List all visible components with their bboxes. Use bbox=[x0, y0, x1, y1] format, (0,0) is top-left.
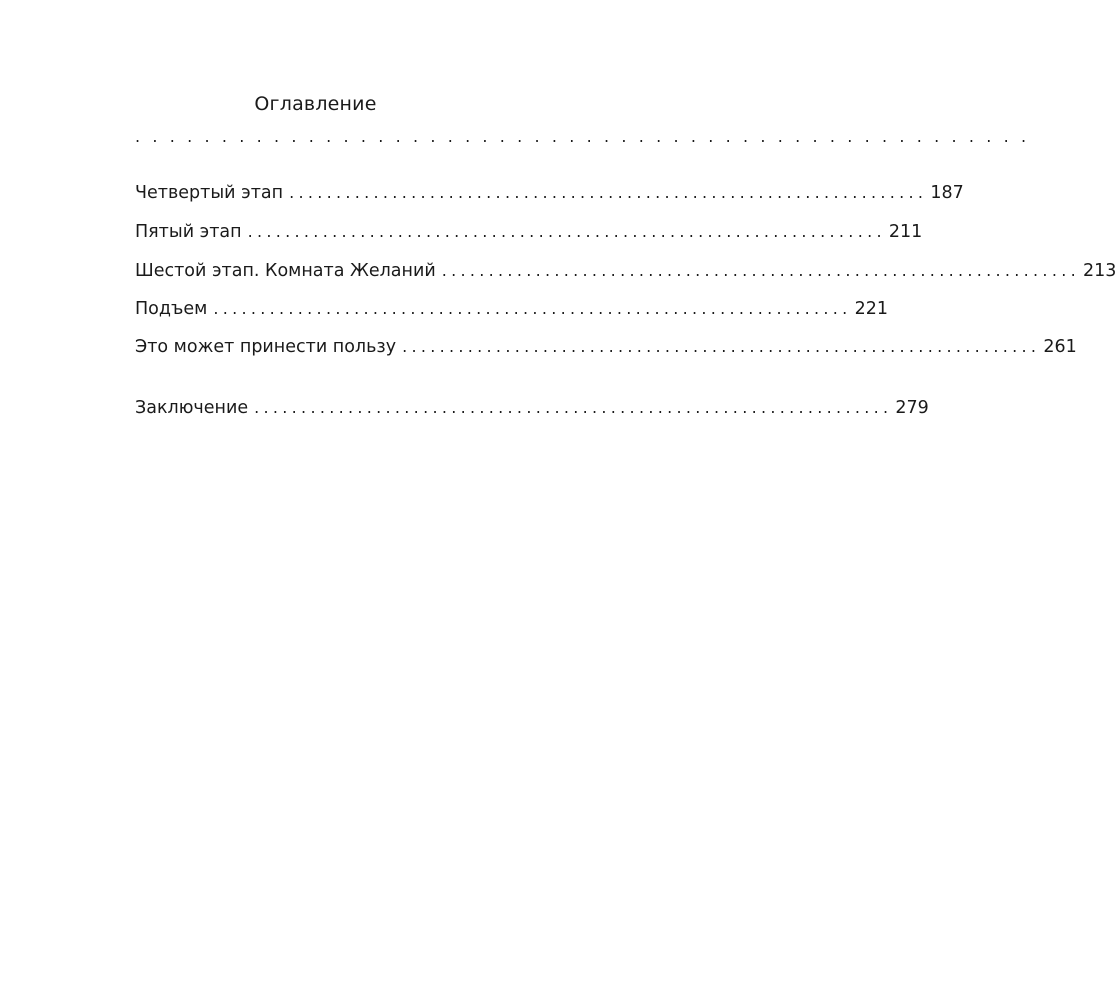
toc-page-number: 187 bbox=[930, 183, 964, 203]
title-dotted-rule: . . . . . . . . . . . . . . . . . . . . . . . . . . . . . . . . . . . . . . . . . . . . . . . . . . . . bbox=[135, 127, 1030, 146]
toc-entry-label: Подъем bbox=[135, 296, 213, 322]
toc-entry-label: Шестой этап. Комната Желаний bbox=[135, 258, 442, 284]
toc-dot-leader: .................................................................... bbox=[247, 222, 886, 241]
toc-entry-label: Заключение bbox=[135, 395, 254, 421]
toc-entry-conclusion[interactable] bbox=[135, 395, 929, 421]
toc-entry-fourth-stage[interactable] bbox=[135, 180, 964, 206]
toc-dot-leader: .................................................................... bbox=[254, 398, 893, 417]
toc-dot-leader: .................................................................... bbox=[441, 261, 1080, 280]
toc-page-number: 213 bbox=[1082, 261, 1116, 281]
toc-page-number: 279 bbox=[895, 398, 929, 418]
toc-page-number: 211 bbox=[888, 222, 923, 242]
toc-dot-leader: .................................................................... bbox=[213, 299, 852, 318]
toc-entry-label: Это может принести пользу bbox=[135, 334, 402, 360]
toc-dot-leader: .................................................................... bbox=[402, 337, 1041, 356]
toc-page-number: 221 bbox=[854, 299, 888, 319]
toc-entry-fifth-stage[interactable] bbox=[135, 219, 923, 245]
toc-dot-leader: .................................................................... bbox=[289, 183, 928, 202]
toc-entry-ascent[interactable] bbox=[135, 296, 888, 322]
toc-page-number: 261 bbox=[1043, 337, 1077, 357]
toc-entry-label: Четвертый этап bbox=[135, 180, 289, 206]
page-title: Оглавление bbox=[254, 93, 377, 115]
toc-entry-sixth-stage[interactable] bbox=[135, 258, 1116, 284]
toc-entry-label: Пятый этап bbox=[135, 219, 248, 245]
toc-entry-useful[interactable] bbox=[135, 334, 1077, 360]
